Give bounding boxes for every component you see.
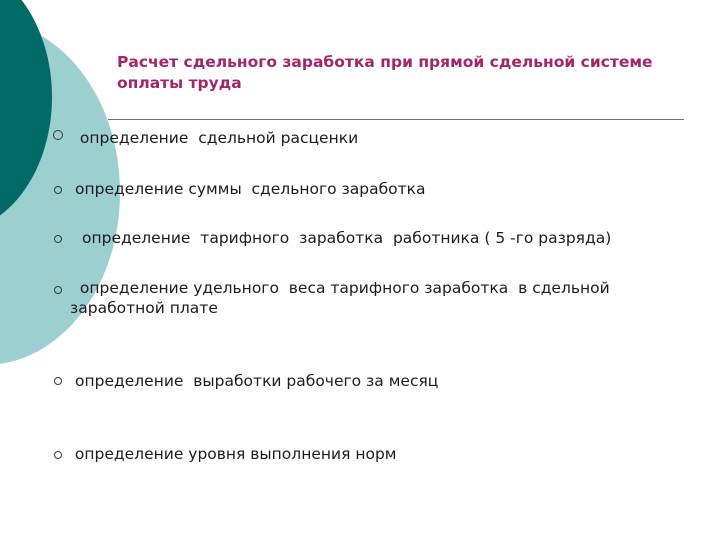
title-divider: [108, 119, 684, 120]
list-item: определение выработки рабочего за месяц: [75, 372, 439, 390]
list-item: определение суммы сдельного заработка: [75, 180, 426, 198]
bullet-circle-icon: [54, 186, 62, 194]
bullet-circle-icon: [54, 235, 62, 243]
bullet-circle-icon: [54, 451, 62, 459]
bullet-circle-icon: [54, 286, 62, 294]
bullet-circle-icon: [53, 130, 63, 140]
slide-title: Расчет сдельного заработка при прямой сдельной системе оплаты труда: [117, 53, 653, 92]
list-item: определение удельного веса тарифного заработка в сдельной заработной плате: [70, 279, 610, 317]
list-item: определение сдельной расценки: [75, 129, 359, 147]
bullet-circle-icon: [54, 377, 62, 385]
list-item: определение уровня выполнения норм: [70, 445, 397, 463]
list-item: определение тарифного заработка работника ( 5 -го разряда): [82, 229, 612, 247]
